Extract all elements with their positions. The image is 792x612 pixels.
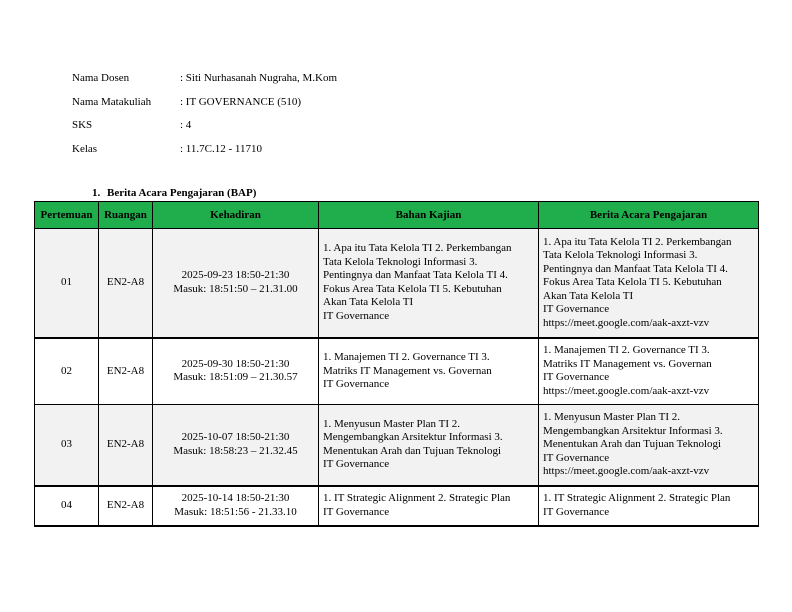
berita-line: IT Governance <box>543 371 610 384</box>
section-title-text: Berita Acara Pengajaran (BAP) <box>107 187 257 199</box>
berita-line: 1. Manajemen TI 2. Governance TI 3. <box>543 344 710 357</box>
berita-line: Matriks IT Management vs. Governan <box>543 357 712 370</box>
info-row-kelas <box>72 143 337 167</box>
jadwal-text: 2025-09-23 18:50-21:30 <box>181 269 290 282</box>
berita-line: IT Governance <box>543 303 610 315</box>
berita-line: 1. IT Strategic Alignment 2. Strategic Plan <box>543 492 731 504</box>
berita-acara-cell <box>539 405 759 486</box>
course-info <box>72 72 337 166</box>
berita-line: Mengembangkan Arsitektur Informasi 3. <box>543 424 723 437</box>
bahan-kajian-cell <box>319 405 539 486</box>
meet-link[interactable]: https://meet.google.com/aak-axzt-vzv <box>543 465 710 477</box>
bahan-line: IT Governance <box>323 378 390 390</box>
table-row <box>35 405 759 486</box>
ruangan-cell: EN2-A8 <box>99 338 153 405</box>
bahan-line: 1. IT Strategic Alignment 2. Strategic Plan <box>323 492 511 504</box>
kelas-value: : 11.7C.12 - 11710 <box>180 142 262 155</box>
header-berita-acara: Berita Acara Pengajaran <box>539 202 759 229</box>
table-row <box>35 338 759 405</box>
info-row-dosen <box>72 72 337 96</box>
berita-line: 1. Apa itu Tata Kelola TI 2. Perkembangan <box>543 235 732 248</box>
ruangan-cell: EN2-A8 <box>99 229 153 338</box>
meet-link[interactable]: https://meet.google.com/aak-axzt-vzv <box>543 384 710 397</box>
matakuliah-value: : IT GOVERNANCE (510) <box>180 95 302 108</box>
jadwal-text: 2025-10-14 18:50-21:30 <box>181 492 290 504</box>
bahan-line: 1. Apa itu Tata Kelola TI 2. Perkembangan <box>323 242 512 255</box>
bahan-line: Akan Tata Kelola TI <box>323 296 414 309</box>
bahan-kajian-cell <box>319 486 539 526</box>
info-row-sks <box>72 119 337 143</box>
masuk-text: Masuk: 18:51:50 – 21.31.00 <box>173 282 298 295</box>
bahan-line: Mengembangkan Arsitektur Informasi 3. <box>323 431 503 444</box>
matakuliah-label: Nama Matakuliah <box>72 95 152 108</box>
pertemuan-cell: 02 <box>35 338 99 405</box>
berita-line: 1. Menyusun Master Plan TI 2. <box>543 411 680 423</box>
bahan-line: 1. Menyusun Master Plan TI 2. <box>323 417 460 430</box>
bahan-line: IT Governance <box>323 309 390 322</box>
bahan-line: Tata Kelola Teknologi Informasi 3. <box>323 255 478 268</box>
table-row <box>35 229 759 338</box>
ruangan-cell: EN2-A8 <box>99 405 153 486</box>
sks-value: : 4 <box>180 119 192 131</box>
meet-link[interactable]: https://meet.google.com/aak-axzt-vzv <box>543 316 710 329</box>
header-kehadiran: Kehadiran <box>153 202 319 229</box>
berita-line: Akan Tata Kelola TI <box>543 289 634 302</box>
table-row <box>35 486 759 526</box>
kehadiran-cell <box>153 405 319 486</box>
berita-acara-cell <box>539 229 759 338</box>
pertemuan-cell: 04 <box>35 486 99 526</box>
bahan-line: IT Governance <box>323 505 390 518</box>
bap-table <box>34 201 759 527</box>
section-title <box>92 187 256 199</box>
sks-label: SKS <box>72 119 93 131</box>
berita-line: Menentukan Arah dan Tujuan Teknologi <box>543 438 722 450</box>
masuk-text: Masuk: 18:51:56 - 21.33.10 <box>174 505 297 518</box>
berita-acara-cell <box>539 338 759 405</box>
header-bahan-kajian: Bahan Kajian <box>319 202 539 229</box>
masuk-text: Masuk: 18:58:23 – 21.32.45 <box>173 444 298 457</box>
header-pertemuan: Pertemuan <box>35 202 99 229</box>
table-header-row <box>35 202 759 229</box>
kehadiran-cell <box>153 229 319 338</box>
bahan-line: IT Governance <box>323 458 390 471</box>
section-number: 1. <box>92 187 101 199</box>
bahan-kajian-cell <box>319 338 539 405</box>
bahan-line: 1. Manajemen TI 2. Governance TI 3. <box>323 351 490 363</box>
dosen-label: Nama Dosen <box>72 72 130 84</box>
berita-line: IT Governance <box>543 451 610 464</box>
ruangan-cell: EN2-A8 <box>99 486 153 526</box>
kehadiran-cell <box>153 338 319 405</box>
berita-line: IT Governance <box>543 505 610 518</box>
jadwal-text: 2025-10-07 18:50-21:30 <box>181 431 290 444</box>
bahan-line: Menentukan Arah dan Tujuan Teknologi <box>323 444 502 457</box>
header-ruangan: Ruangan <box>99 202 153 229</box>
pertemuan-cell: 01 <box>35 229 99 338</box>
bahan-line: Matriks IT Management vs. Governan <box>323 364 492 377</box>
berita-acara-cell <box>539 486 759 526</box>
berita-line: Pentingnya dan Manfaat Tata Kelola TI 4. <box>543 262 728 275</box>
bahan-line: Fokus Area Tata Kelola TI 5. Kebutuhan <box>323 282 502 295</box>
kehadiran-cell <box>153 486 319 526</box>
dosen-value: : Siti Nurhasanah Nugraha, M.Kom <box>180 72 338 84</box>
masuk-text: Masuk: 18:51:09 – 21.30.57 <box>173 371 298 384</box>
bahan-kajian-cell <box>319 229 539 338</box>
bahan-line: Pentingnya dan Manfaat Tata Kelola TI 4. <box>323 269 508 282</box>
info-row-matakuliah <box>72 96 337 120</box>
berita-line: Tata Kelola Teknologi Informasi 3. <box>543 249 698 261</box>
jadwal-text: 2025-09-30 18:50-21:30 <box>181 357 290 370</box>
berita-line: Fokus Area Tata Kelola TI 5. Kebutuhan <box>543 276 722 288</box>
kelas-label: Kelas <box>72 142 98 155</box>
pertemuan-cell: 03 <box>35 405 99 486</box>
